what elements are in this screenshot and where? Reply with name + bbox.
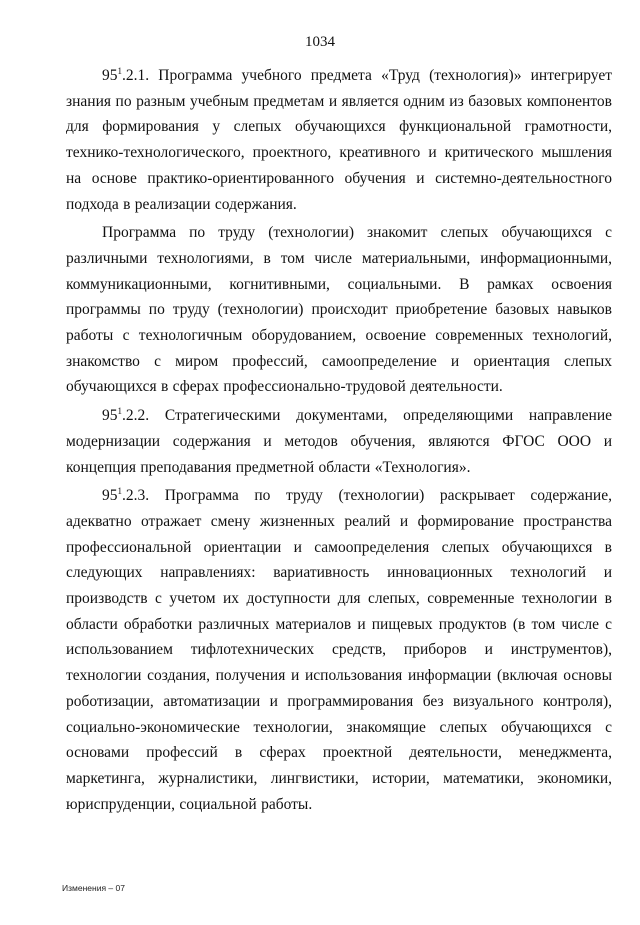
- clause-number-rest: .2.2.: [122, 407, 150, 425]
- paragraph-program-overview: [66, 220, 612, 400]
- clause-number: [102, 407, 149, 424]
- clause-number-superscript: 1: [117, 486, 122, 497]
- paragraph-text: Программа по труду (технологии) раскрывает содержание, адекватно отражает смену жизненных реалий и формирование пространства профессиональной ориентации и самоопределения слепых обучающихся в следующих направлениях: вариативность инновационных технологий и производств с учетом их доступности для слепых, современные технологии в области обработки различных материалов и пищевых продуктов (в том числе с использованием тифлотехнических средств, приборов и инструментов), технологии создания, получения и использования информации (включая основы роботизации, автоматизации и программирования без визуального контроля), социально-экономические технологии, знакомящие слепых обучающихся с основами профессий в сферах проектной деятельности, менеджмента, маркетинга, журналистики, лингвистики, истории, математики, экономики, юриспруденции, социальной работы.: [66, 487, 612, 813]
- clause-number-rest: .2.1.: [122, 67, 150, 84]
- clause-number-rest: .2.3.: [122, 487, 150, 505]
- clause-number-superscript: 1: [117, 405, 122, 416]
- clause-number-base: 95: [102, 487, 118, 505]
- clause-number-base: 95: [102, 67, 118, 84]
- footer-note: Изменения – 07: [62, 883, 125, 893]
- paragraph-95-1-2-1: [66, 63, 612, 217]
- clause-number: [102, 67, 149, 84]
- clause-number-superscript: 1: [117, 65, 122, 76]
- paragraph-text: Программа по труду (технологии) знакомит слепых обучающихся с различными технологиями, в том числе материальными, информационными, коммуникационными, когнитивными, социальными. В рамках освоения программы по труду (технологии) происходит приобретение базовых навыков работы с технологичным оборудованием, освоение современных технологий, знакомство с миром профессий, самоопределение и ориентация слепых обучающихся в сферах профессионально-трудовой деятельности.: [66, 224, 612, 396]
- paragraph-text: Стратегическими документами, определяющими направление модернизации содержания и методов обучения, являются ФГОС ООО и концепция преподавания предметной области «Технология».: [66, 407, 612, 476]
- clause-number-base: 95: [102, 407, 118, 425]
- paragraph-95-1-2-3: [66, 483, 612, 817]
- paragraph-95-1-2-2: [66, 403, 612, 480]
- clause-number: [102, 487, 149, 504]
- document-body: [66, 63, 612, 820]
- paragraph-text: Программа учебного предмета «Труд (технология)» интегрирует знания по разным учебным предметам и является одним из базовых компонентов для формирования у слепых обучающихся функциональной грамотности, технико-технологического, проектного, креативного и критического мышления на основе практико-ориентированного обучения и системно-деятельностного подхода в реализации содержания.: [66, 67, 612, 213]
- page-number: 1034: [305, 34, 335, 50]
